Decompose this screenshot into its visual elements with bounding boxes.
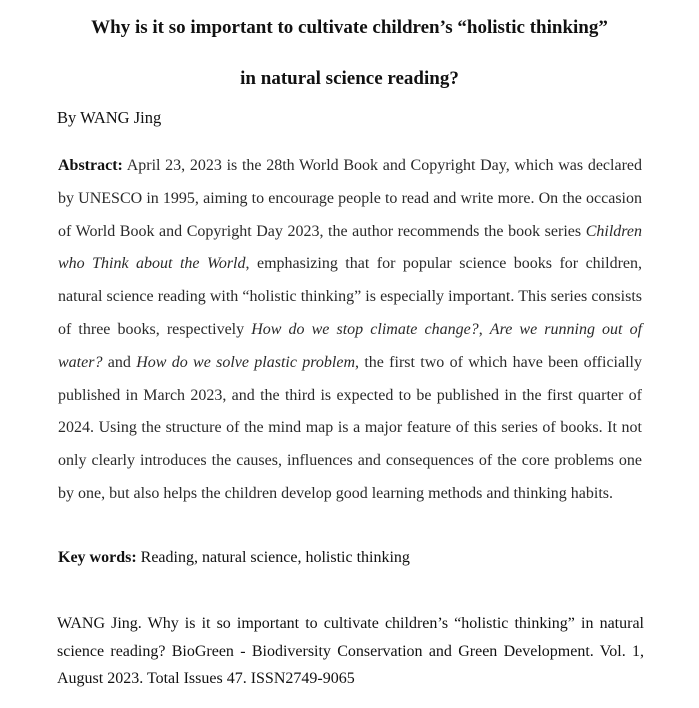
keywords-label: Key words: <box>58 549 137 566</box>
book-title-1: How do we stop climate change? <box>251 320 479 338</box>
keywords-line <box>58 547 410 569</box>
abstract-text-3: , the first two of which have been officially published in March 2023, and the third is expected to be published in the first quarter of 2024. Using the structure of the mind map is a major feature of this series of books. It not only clearly introduces the causes, influences and consequences of the core problems one by one, but also helps the children develop good learning methods and thinking habits. <box>58 353 642 502</box>
title-line-1: Why is it so important to cultivate children’s “holistic thinking” <box>91 17 608 38</box>
abstract-paragraph <box>58 150 642 511</box>
abstract-sep-2: and <box>102 353 137 371</box>
abstract-sep-1: , <box>478 320 490 338</box>
book-title-2: Are we running out of water? <box>58 320 643 371</box>
keywords-text: Reading, natural science, holistic thinking <box>136 549 410 566</box>
abstract-text-1: April 23, 2023 is the 28th World Book and Copyright Day, which was declared by UNESCO in 1995, aiming to encourage people to read and write more. On the occasion of World Book and Copyright Day 2023, the author recommends the book series <box>58 157 642 240</box>
book-title-3: How do we solve plastic problem <box>136 353 356 371</box>
citation-paragraph: WANG Jing. Why is it so important to cultivate children’s “holistic thinking” in natural science reading? BioGreen - Biodiversity Conservation and Green Development. Vol. 1, August 2023. Total Issues 47. ISSN2749-9065 <box>57 615 644 687</box>
author-byline: By WANG Jing <box>57 108 162 127</box>
title-line-2: in natural science reading? <box>240 68 459 89</box>
abstract-text-2: , emphasizing that for popular science books for children, natural science reading with “holistic thinking” is especially important. This series consists of three books, respectively <box>58 255 642 338</box>
series-title: Children who Think about the World <box>58 222 642 273</box>
abstract-label: Abstract: <box>58 157 123 174</box>
